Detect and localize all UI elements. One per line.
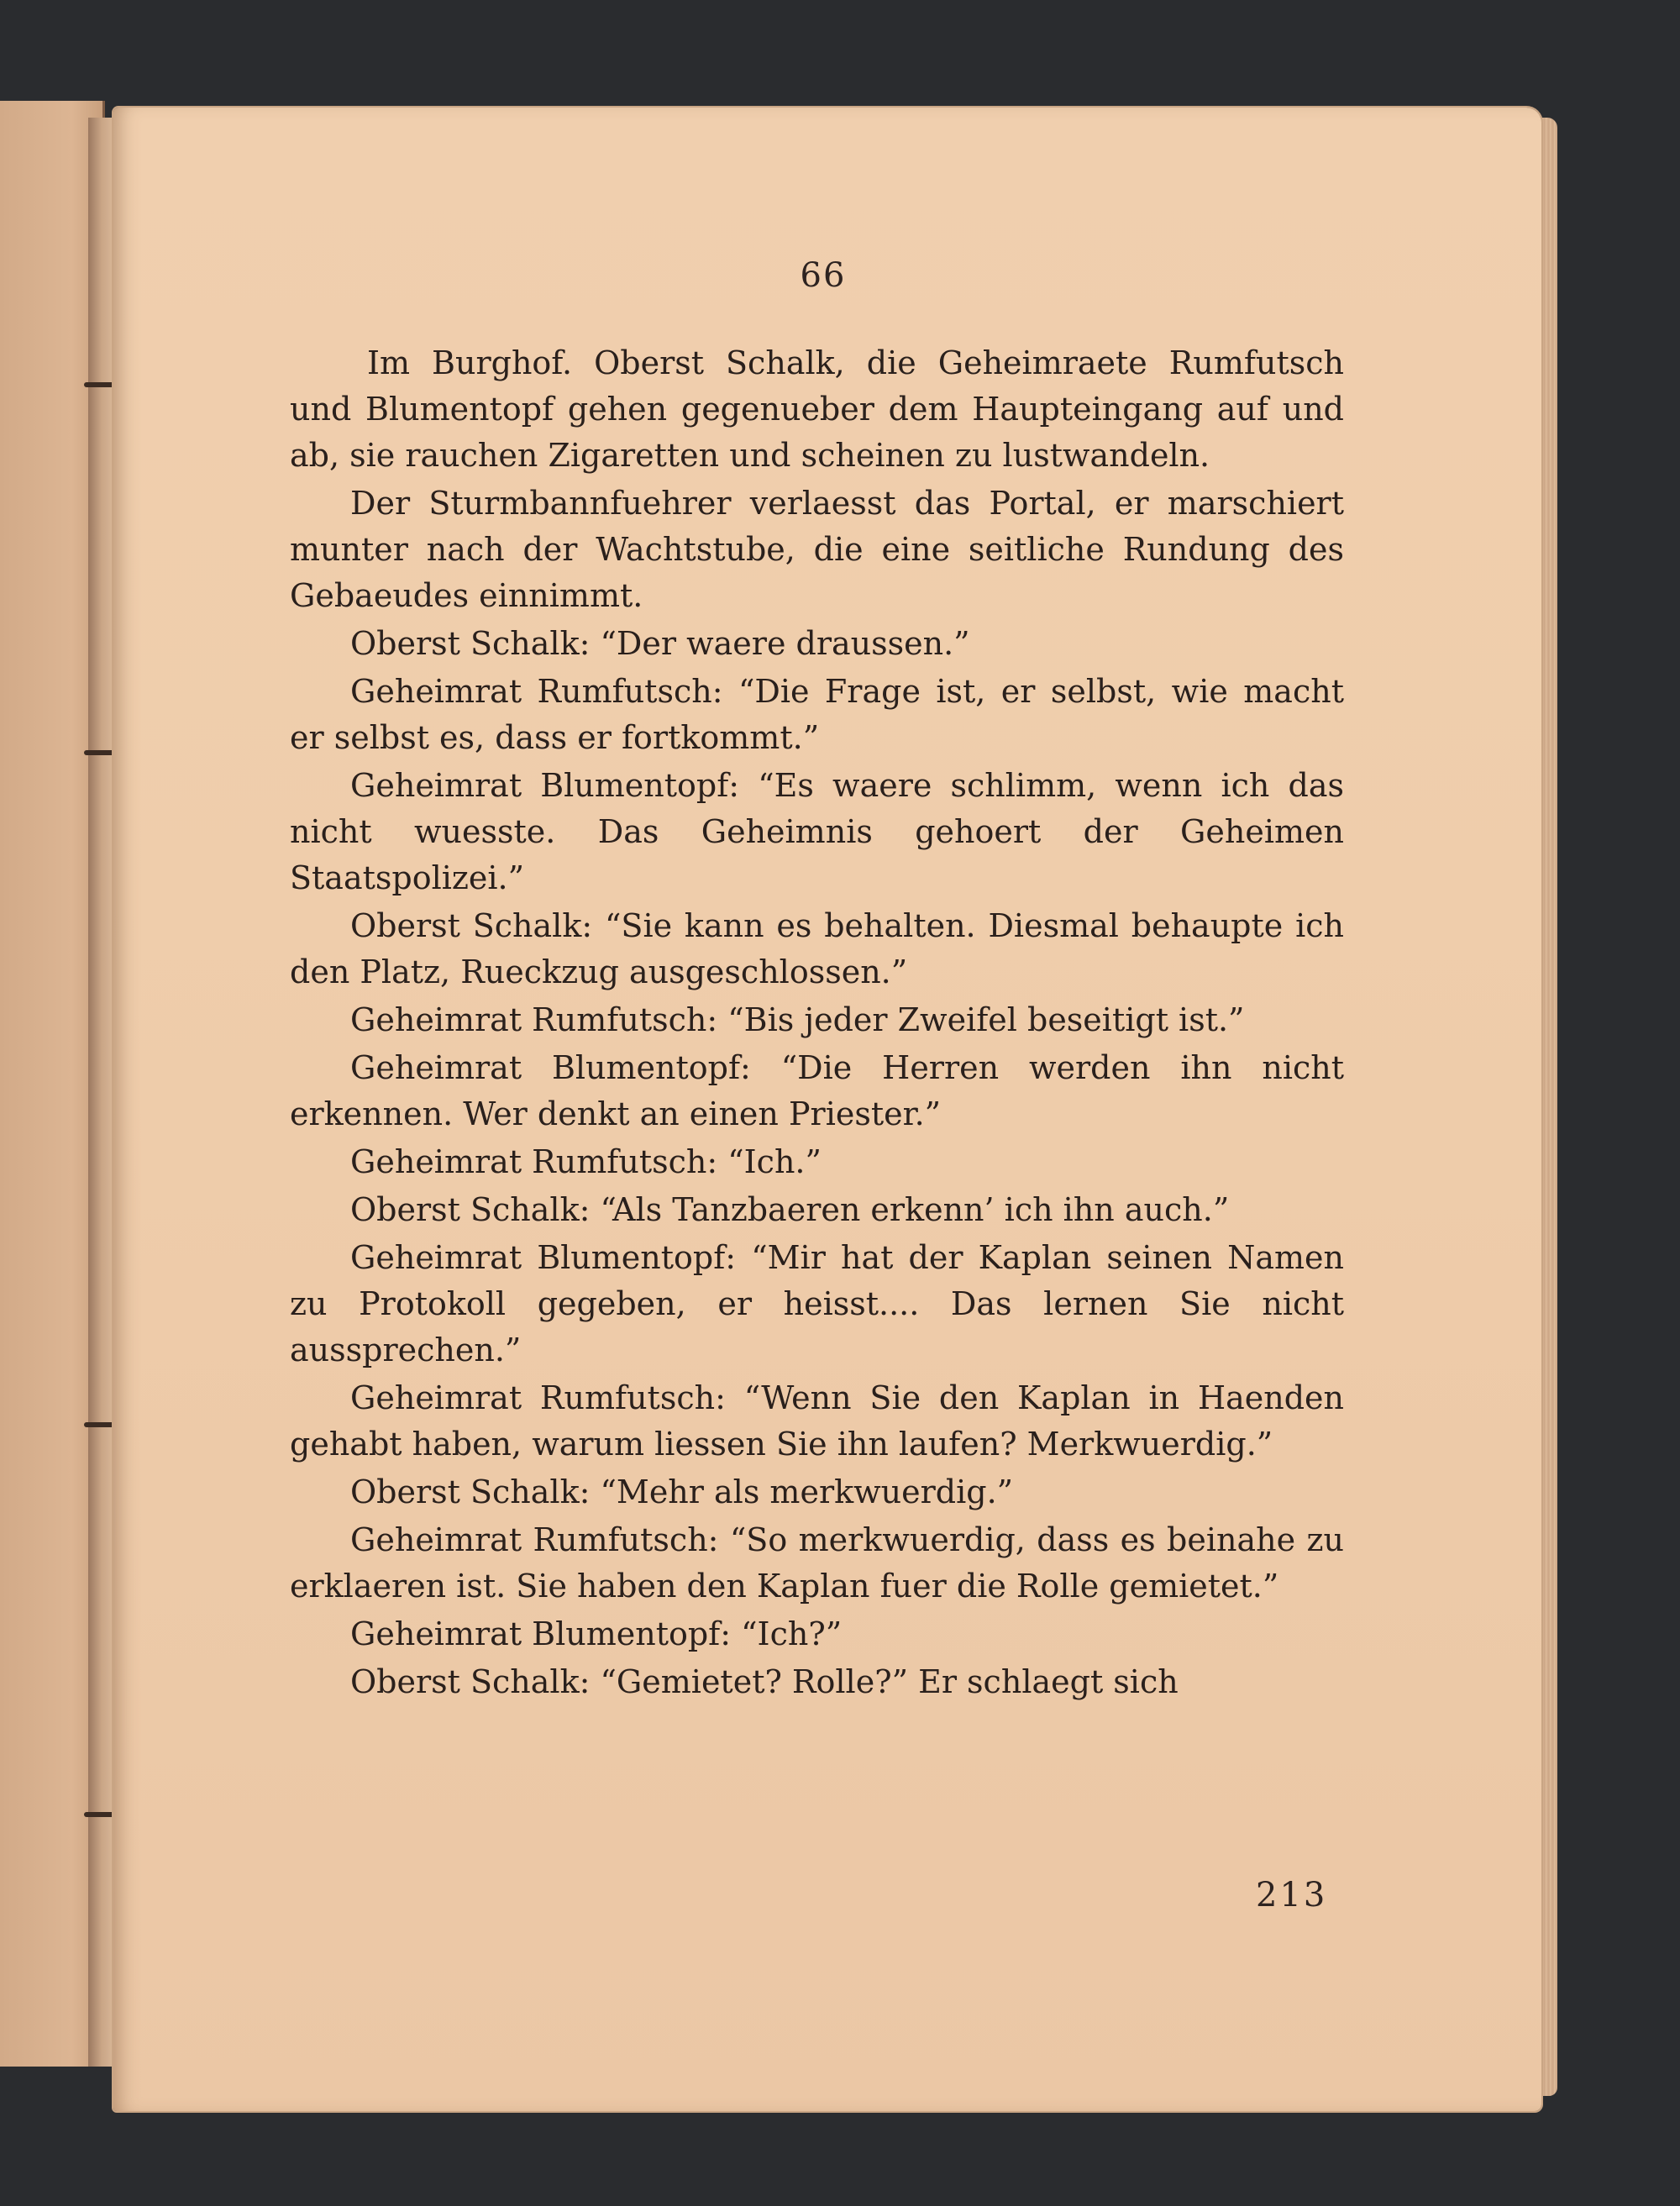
- paragraph: Geheimrat Rumfutsch: “Ich.”: [350, 1143, 822, 1180]
- paragraph: Oberst Schalk: “Als Tanzbaeren erkenn’ ich ihn auch.”: [350, 1191, 1230, 1228]
- page-footer-number: 213: [1256, 1876, 1328, 1914]
- paragraph: Geheimrat Blumentopf: “Ich?”: [350, 1615, 843, 1652]
- paragraph: Geheimrat Blumentopf: “Mir hat der Kaplan seinen Namen zu Protokoll gegeben, er heisst.... Das lernen Sie nicht aussprechen.”: [290, 1239, 1344, 1368]
- paragraph: Oberst Schalk: “Sie kann es behalten. Diesmal behaupte ich den Platz, Rueckzug ausgeschlossen.”: [290, 907, 1344, 990]
- paragraph: Geheimrat Rumfutsch: “Wenn Sie den Kaplan in Haenden gehabt haben, warum liessen Sie ihn laufen? Merkwuerdig.”: [290, 1379, 1344, 1463]
- paragraph: Oberst Schalk: “Gemietet? Rolle?” Er schlaegt sich: [350, 1663, 1179, 1700]
- paragraph: Geheimrat Blumentopf: “Es waere schlimm, wenn ich das nicht wuesste. Das Geheimnis gehoert der Geheimen Staatspolizei.”: [290, 767, 1344, 896]
- paragraph: Der Sturmbannfuehrer verlaesst das Portal, er marschiert munter nach der Wachtstube, die eine seitliche Rundung des Gebaeudes einnimmt.: [290, 485, 1344, 614]
- paragraph: Geheimrat Blumentopf: “Die Herren werden ihn nicht erkennen. Wer denkt an einen Priester.”: [290, 1049, 1344, 1132]
- body-text: [290, 340, 1344, 1707]
- paragraph: Oberst Schalk: “Mehr als merkwuerdig.”: [350, 1473, 1014, 1510]
- paragraph: Im Burghof. Oberst Schalk, die Geheimraete Rumfutsch und Blumentopf gehen gegenueber dem Haupteingang auf und ab, sie rauchen Zigaretten und scheinen zu lustwandeln.: [290, 344, 1344, 474]
- paragraph: Geheimrat Rumfutsch: “Die Frage ist, er selbst, wie macht er selbst es, dass er fortkommt.”: [290, 673, 1344, 756]
- paragraph: Geheimrat Rumfutsch: “So merkwuerdig, dass es beinahe zu erklaeren ist. Sie haben den Kaplan fuer die Rolle gemietet.”: [290, 1521, 1344, 1605]
- paragraph: Oberst Schalk: “Der waere draussen.”: [350, 625, 970, 662]
- page-header-number: 66: [800, 256, 847, 295]
- paragraph: Geheimrat Rumfutsch: “Bis jeder Zweifel beseitigt ist.”: [350, 1001, 1245, 1038]
